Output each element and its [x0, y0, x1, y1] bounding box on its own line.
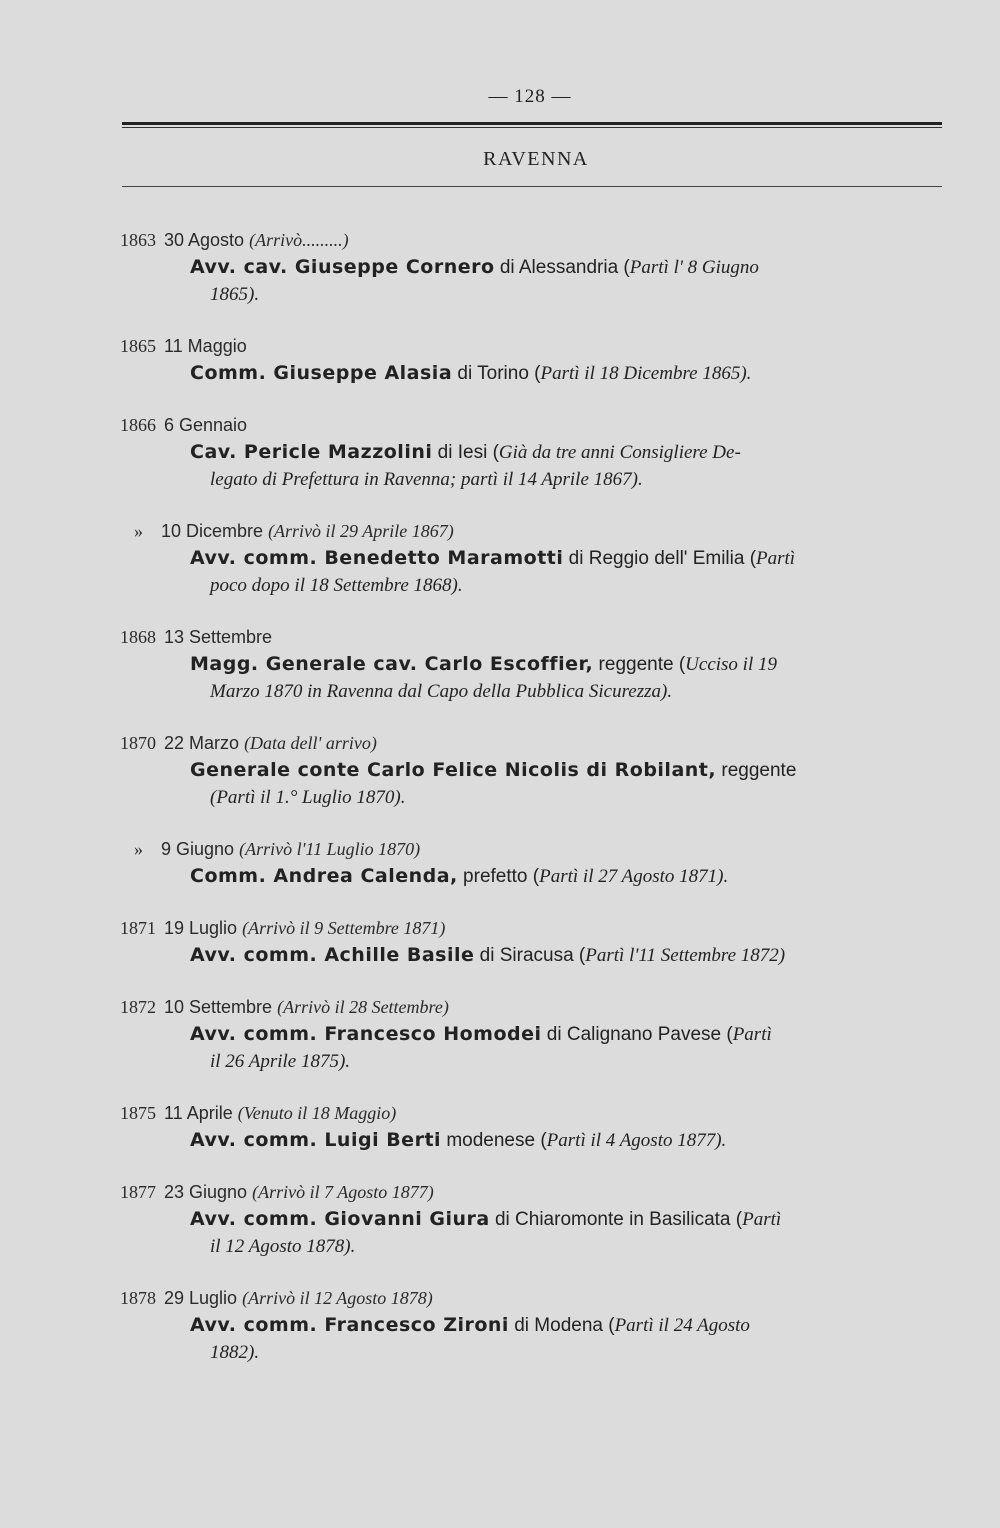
entry-year: 1877 [120, 1182, 156, 1202]
list-item [120, 332, 950, 387]
entry-note-continuation: il 12 Agosto 1878). [210, 1236, 356, 1257]
top-rule-thin [122, 127, 942, 128]
entry-date: 13 Settembre [164, 627, 273, 647]
page-number: — 128 — [488, 86, 572, 107]
entry-official-name: Avv. comm. Luigi Berti [190, 1129, 442, 1151]
entry-year: 1865 [120, 336, 156, 356]
entry-date: 30 Agosto [164, 230, 245, 250]
entry-departure-note: Partì [732, 1024, 772, 1045]
list-item [120, 993, 950, 1075]
list-item [120, 1284, 950, 1366]
entry-note-continuation: (Partì il 1.° Luglio 1870). [210, 787, 406, 808]
entry-name-line [120, 545, 950, 599]
entry-origin: prefetto ( [457, 866, 540, 887]
entry-official-name: Avv. comm. Benedetto Maramotti [190, 547, 564, 569]
entry-date-note: (Arrivò il 29 Aprile 1867) [268, 521, 454, 541]
entry-date-note: (Data dell' arrivo) [244, 733, 377, 753]
entry-date-line [120, 517, 950, 545]
entry-date: 11 Maggio [164, 336, 247, 356]
entry-date-line [120, 1284, 950, 1312]
entry-date: 10 Dicembre [161, 521, 264, 541]
entry-note-continuation: poco dopo il 18 Settembre 1868). [210, 575, 463, 596]
entry-date: 10 Settembre [164, 997, 273, 1017]
entry-name-line [120, 254, 950, 308]
entry-official-name: Cav. Pericle Mazzolini [190, 441, 433, 463]
entry-name-line [120, 1127, 950, 1154]
entry-official-name: Magg. Generale cav. Carlo Escoffier, [190, 653, 594, 675]
entry-date-line [120, 914, 950, 942]
entry-date-line [120, 993, 950, 1021]
entry-origin: di Calignano Pavese ( [541, 1024, 733, 1045]
entry-departure-note: Ucciso il 19 [685, 654, 777, 675]
entry-note-continuation: il 26 Aprile 1875). [210, 1051, 351, 1072]
entry-note-continuation: 1865). [210, 284, 260, 305]
entry-departure-note: Partì il 27 Agosto 1871). [539, 866, 729, 887]
entry-date-line [120, 729, 950, 757]
entry-date-note: (Arrivò il 28 Settembre) [277, 997, 449, 1017]
list-item [120, 1099, 950, 1154]
entry-date: 22 Marzo [164, 733, 240, 753]
entry-date: 29 Luglio [164, 1288, 238, 1308]
entry-date-note: (Arrivò l'11 Luglio 1870) [239, 839, 421, 859]
entry-date-line [120, 411, 950, 439]
entry-date: 6 Gennaio [164, 415, 248, 435]
entry-official-name: Comm. Andrea Calenda, [190, 865, 458, 887]
entry-note-continuation: Marzo 1870 in Ravenna dal Capo della Pubblica Sicurezza). [210, 681, 673, 702]
entry-origin: reggente ( [593, 654, 686, 675]
entry-official-name: Avv. comm. Achille Basile [190, 944, 475, 966]
entry-origin: modenese ( [441, 1130, 547, 1151]
list-item [120, 1178, 950, 1260]
entry-departure-note: Partì l' 8 Giugno [629, 257, 759, 278]
list-item [120, 411, 950, 493]
entry-date-line [120, 623, 950, 651]
entry-date-line [120, 835, 950, 863]
entries-list [120, 226, 950, 1390]
entry-departure-note: Partì l'11 Settembre 1872) [585, 945, 786, 966]
entry-year: » [134, 521, 143, 541]
entry-departure-note: Partì [742, 1209, 782, 1230]
entry-date-note: (Arrivò.........) [249, 230, 349, 250]
list-item [120, 517, 950, 599]
entry-year: 1875 [120, 1103, 156, 1123]
entry-departure-note: Partì il 24 Agosto [614, 1315, 750, 1336]
entry-date-line [120, 1099, 950, 1127]
entry-origin: di Iesi ( [432, 442, 499, 463]
entry-date: 19 Luglio [164, 918, 238, 938]
entry-name-line [120, 651, 950, 705]
entry-name-line [120, 942, 950, 969]
entry-date-line [120, 332, 950, 360]
entry-official-name: Avv. comm. Giovanni Giura [190, 1208, 490, 1230]
entry-origin: di Chiaromonte in Basilicata ( [489, 1209, 743, 1230]
entry-origin: reggente [716, 760, 797, 781]
entry-year: 1866 [120, 415, 156, 435]
section-rule [122, 186, 942, 187]
entry-origin: di Modena ( [508, 1315, 615, 1336]
entry-departure-note: Già da tre anni Consigliere De- [498, 442, 741, 463]
entry-date-line [120, 1178, 950, 1206]
entry-year: 1863 [120, 230, 156, 250]
entry-name-line [120, 757, 950, 811]
entry-date: 23 Giugno [164, 1182, 248, 1202]
entry-date: 11 Aprile [164, 1103, 233, 1123]
entry-year: » [134, 839, 143, 859]
entry-name-line [120, 1312, 950, 1366]
entry-official-name: Avv. comm. Francesco Homodei [190, 1023, 542, 1045]
entry-official-name: Comm. Giuseppe Alasia [190, 362, 453, 384]
list-item [120, 226, 950, 308]
entry-date-note: (Arrivò il 12 Agosto 1878) [242, 1288, 433, 1308]
list-item [120, 835, 950, 890]
entry-year: 1878 [120, 1288, 156, 1308]
entry-note-continuation: 1882). [210, 1342, 260, 1363]
entry-note-continuation: legato di Prefettura in Ravenna; partì il 14 Aprile 1867). [210, 469, 643, 490]
entry-departure-note: Partì il 18 Dicembre 1865). [540, 363, 752, 384]
entry-name-line [120, 360, 950, 387]
entry-date: 9 Giugno [161, 839, 235, 859]
entry-departure-note: Partì [756, 548, 796, 569]
entry-date-line [120, 226, 950, 254]
list-item [120, 729, 950, 811]
entry-name-line [120, 439, 950, 493]
section-title: RAVENNA [483, 148, 589, 170]
entry-official-name: Avv. comm. Francesco Zironi [190, 1314, 509, 1336]
entry-origin: di Reggio dell' Emilia ( [563, 548, 757, 569]
entry-year: 1872 [120, 997, 156, 1017]
entry-name-line [120, 863, 950, 890]
entry-origin: di Torino ( [452, 363, 541, 384]
entry-official-name: Avv. cav. Giuseppe Cornero [190, 256, 495, 278]
entry-official-name: Generale conte Carlo Felice Nicolis di Robilant, [190, 759, 717, 781]
entry-name-line [120, 1021, 950, 1075]
entry-date-note: (Arrivò il 7 Agosto 1877) [252, 1182, 434, 1202]
entry-date-note: (Arrivò il 9 Settembre 1871) [242, 918, 446, 938]
top-rule [122, 122, 942, 125]
entry-origin: di Alessandria ( [494, 257, 630, 278]
entry-departure-note: Partì il 4 Agosto 1877). [546, 1130, 727, 1151]
entry-date-note: (Venuto il 18 Maggio) [237, 1103, 397, 1123]
entry-name-line [120, 1206, 950, 1260]
entry-year: 1871 [120, 918, 156, 938]
entry-year: 1868 [120, 627, 156, 647]
list-item [120, 623, 950, 705]
entry-year: 1870 [120, 733, 156, 753]
list-item [120, 914, 950, 969]
entry-origin: di Siracusa ( [474, 945, 586, 966]
